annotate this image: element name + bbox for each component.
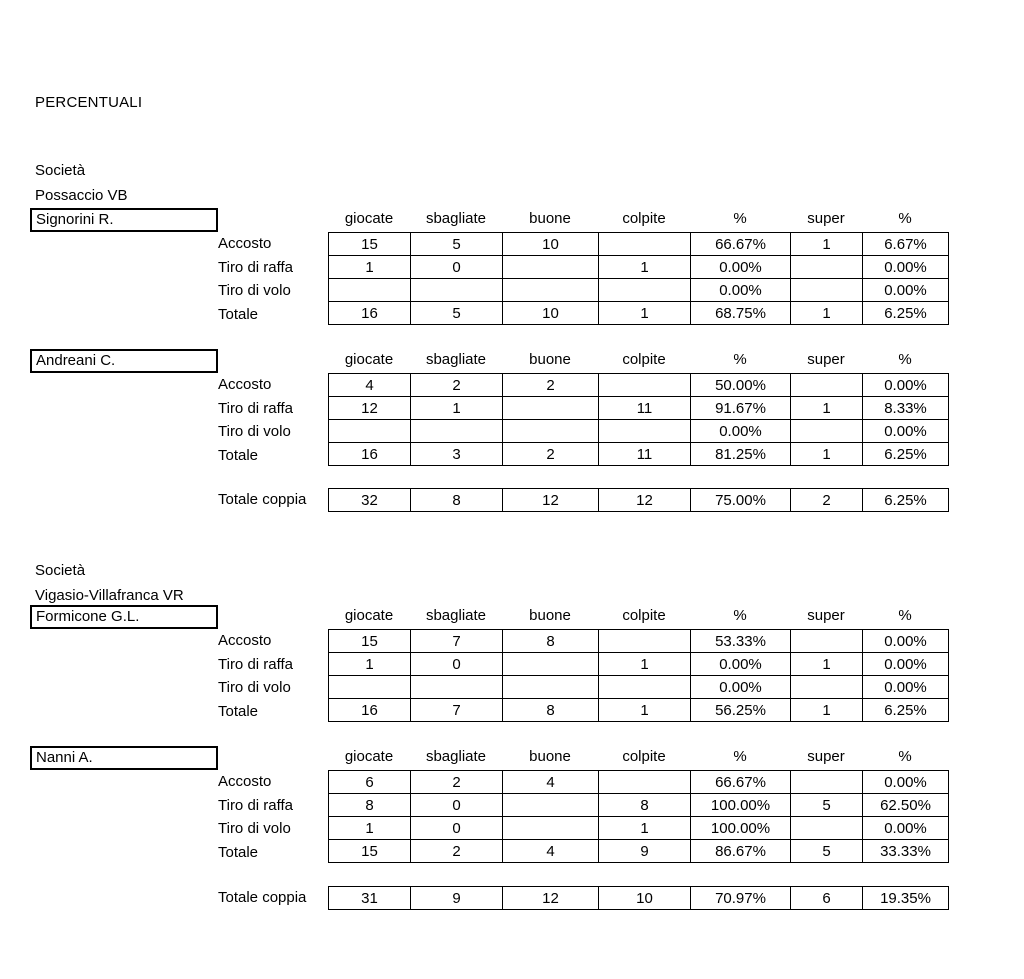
- stat-cell: [599, 676, 691, 699]
- stat-cell: 2: [411, 374, 503, 397]
- stat-cell: 1: [599, 817, 691, 840]
- stat-cell: [791, 771, 863, 794]
- stat-cell: 16: [329, 699, 411, 722]
- player-name-box: Formicone G.L.: [30, 605, 218, 629]
- stat-cell: 0.00%: [863, 653, 949, 676]
- stat-cell: 0.00%: [691, 279, 791, 302]
- stat-cell: [791, 676, 863, 699]
- totale-coppia-cell: 75.00%: [691, 489, 791, 512]
- stat-cell: [599, 630, 691, 653]
- totale-coppia-cell: 8: [411, 489, 503, 512]
- stat-table: [328, 488, 949, 512]
- stat-cell: 10: [503, 233, 599, 256]
- stat-cell: 5: [411, 233, 503, 256]
- column-header: %: [898, 351, 912, 368]
- stat-cell: 8: [503, 699, 599, 722]
- stat-cell: 1: [791, 653, 863, 676]
- totale-coppia-cell: 12: [503, 887, 599, 910]
- table-row: [329, 489, 949, 512]
- column-header: colpite: [622, 607, 666, 624]
- stat-cell: 0.00%: [691, 676, 791, 699]
- player-name-box: Nanni A.: [30, 746, 218, 770]
- stat-cell: 16: [329, 443, 411, 466]
- stat-cell: [791, 256, 863, 279]
- column-header: giocate: [344, 210, 394, 227]
- stat-cell: [791, 630, 863, 653]
- stat-cell: 1: [791, 397, 863, 420]
- stat-table: [328, 232, 949, 325]
- stat-cell: 86.67%: [691, 840, 791, 863]
- stat-cell: 0: [411, 817, 503, 840]
- stat-cell: 6: [329, 771, 411, 794]
- row-label: Tiro di raffa: [218, 796, 294, 814]
- stat-cell: 1: [791, 699, 863, 722]
- column-header: colpite: [622, 351, 666, 368]
- stat-cell: 15: [329, 840, 411, 863]
- stat-cell: 1: [599, 653, 691, 676]
- stat-cell: 6.25%: [863, 699, 949, 722]
- totale-coppia-cell: 9: [411, 887, 503, 910]
- stat-cell: 8: [329, 794, 411, 817]
- column-header: %: [898, 607, 912, 624]
- column-header: %: [898, 748, 912, 765]
- stat-cell: 81.25%: [691, 443, 791, 466]
- stat-cell: 0.00%: [863, 256, 949, 279]
- stat-cell: 11: [599, 443, 691, 466]
- stat-cell: [791, 420, 863, 443]
- totale-coppia-cell: 10: [599, 887, 691, 910]
- stat-cell: 0.00%: [863, 630, 949, 653]
- stat-cell: 6.67%: [863, 233, 949, 256]
- column-header: super: [807, 351, 845, 368]
- table-header-row: [328, 349, 948, 373]
- stat-cell: 0.00%: [863, 817, 949, 840]
- stat-cell: 0.00%: [863, 771, 949, 794]
- stat-cell: 5: [791, 794, 863, 817]
- stat-cell: 0.00%: [863, 374, 949, 397]
- table-row: [329, 676, 949, 699]
- stat-cell: 68.75%: [691, 302, 791, 325]
- row-label: Tiro di volo: [218, 423, 291, 441]
- stat-cell: [503, 397, 599, 420]
- stat-cell: 0: [411, 794, 503, 817]
- stat-cell: 6.25%: [863, 443, 949, 466]
- stat-cell: 4: [329, 374, 411, 397]
- society-name: Vigasio-Villafranca VR: [35, 587, 184, 604]
- table-row: [329, 840, 949, 863]
- table-row: [329, 887, 949, 910]
- totale-coppia-cell: 12: [599, 489, 691, 512]
- stat-cell: 12: [329, 397, 411, 420]
- stat-cell: 91.67%: [691, 397, 791, 420]
- stat-cell: 66.67%: [691, 771, 791, 794]
- totale-coppia-cell: 6: [791, 887, 863, 910]
- column-header: buone: [529, 210, 571, 227]
- table-row: [329, 233, 949, 256]
- stat-cell: 1: [791, 233, 863, 256]
- column-header: sbagliate: [425, 210, 487, 227]
- stat-cell: 15: [329, 630, 411, 653]
- stat-cell: 1: [599, 699, 691, 722]
- table-row: [329, 794, 949, 817]
- table-row: [329, 397, 949, 420]
- stat-cell: [411, 279, 503, 302]
- stat-cell: 1: [599, 256, 691, 279]
- table-header-row: [328, 746, 948, 770]
- stat-cell: 1: [329, 256, 411, 279]
- column-header: giocate: [344, 351, 394, 368]
- table-row: [329, 630, 949, 653]
- column-header: sbagliate: [425, 607, 487, 624]
- table-header-row: [328, 208, 948, 232]
- stat-cell: 4: [503, 840, 599, 863]
- stat-cell: 0.00%: [691, 653, 791, 676]
- stat-cell: 56.25%: [691, 699, 791, 722]
- stat-cell: 0.00%: [863, 279, 949, 302]
- stat-table: [328, 886, 949, 910]
- stat-cell: [329, 279, 411, 302]
- stat-cell: [503, 279, 599, 302]
- row-label: Tiro di raffa: [218, 258, 294, 276]
- column-header: buone: [529, 351, 571, 368]
- stat-cell: [599, 279, 691, 302]
- stat-cell: 0.00%: [863, 420, 949, 443]
- stat-cell: 5: [411, 302, 503, 325]
- stat-cell: 1: [411, 397, 503, 420]
- stat-cell: 0: [411, 256, 503, 279]
- totale-coppia-cell: 19.35%: [863, 887, 949, 910]
- player-name-box: Andreani C.: [30, 349, 218, 373]
- stat-cell: [503, 794, 599, 817]
- table-row: [329, 443, 949, 466]
- table-row: [329, 771, 949, 794]
- column-header: %: [733, 351, 747, 368]
- table-header-row: [328, 605, 948, 629]
- column-header: colpite: [622, 748, 666, 765]
- row-label: Tiro di raffa: [218, 655, 294, 673]
- stat-cell: 100.00%: [691, 794, 791, 817]
- column-header: %: [898, 210, 912, 227]
- row-label: Accosto: [218, 376, 272, 393]
- stat-cell: [599, 233, 691, 256]
- stat-cell: 2: [503, 374, 599, 397]
- totale-coppia-cell: 2: [791, 489, 863, 512]
- totale-coppia-cell: 12: [503, 489, 599, 512]
- stat-cell: 7: [411, 630, 503, 653]
- stat-cell: 7: [411, 699, 503, 722]
- stat-cell: 1: [791, 443, 863, 466]
- stat-cell: 53.33%: [691, 630, 791, 653]
- stat-cell: 8.33%: [863, 397, 949, 420]
- totale-coppia-cell: 32: [329, 489, 411, 512]
- column-header: super: [807, 748, 845, 765]
- society-name: Possaccio VB: [35, 187, 128, 204]
- column-header: %: [733, 210, 747, 227]
- stat-cell: 1: [599, 302, 691, 325]
- stat-cell: [791, 374, 863, 397]
- stat-cell: [503, 256, 599, 279]
- stat-cell: [503, 420, 599, 443]
- totale-coppia-cell: 31: [329, 887, 411, 910]
- column-header: buone: [529, 748, 571, 765]
- row-label: Accosto: [218, 773, 272, 790]
- stat-cell: 50.00%: [691, 374, 791, 397]
- row-label: Totale: [218, 702, 259, 720]
- society-label: Società: [35, 562, 86, 579]
- column-header: buone: [529, 607, 571, 624]
- row-label: Accosto: [218, 632, 272, 649]
- stat-cell: 9: [599, 840, 691, 863]
- row-label: Totale: [218, 446, 259, 464]
- stat-cell: [791, 279, 863, 302]
- column-header: super: [807, 607, 845, 624]
- stat-cell: 2: [411, 840, 503, 863]
- row-label: Totale: [218, 305, 259, 323]
- stat-cell: 2: [503, 443, 599, 466]
- stat-cell: [411, 420, 503, 443]
- stat-cell: 16: [329, 302, 411, 325]
- stat-cell: [599, 374, 691, 397]
- stat-cell: 4: [503, 771, 599, 794]
- row-label: Totale: [218, 843, 259, 861]
- column-header: %: [733, 748, 747, 765]
- column-header: giocate: [344, 607, 394, 624]
- society-label: Società: [35, 162, 86, 179]
- stat-cell: [503, 817, 599, 840]
- table-row: [329, 653, 949, 676]
- table-row: [329, 374, 949, 397]
- column-header: sbagliate: [425, 748, 487, 765]
- stat-cell: 11: [599, 397, 691, 420]
- stat-cell: 6.25%: [863, 302, 949, 325]
- totale-coppia-label: Totale coppia: [218, 491, 307, 508]
- stat-cell: 8: [503, 630, 599, 653]
- stat-cell: 66.67%: [691, 233, 791, 256]
- column-header: giocate: [344, 748, 394, 765]
- column-header: super: [807, 210, 845, 227]
- stat-cell: [791, 817, 863, 840]
- row-label: Tiro di volo: [218, 679, 291, 697]
- stat-cell: 2: [411, 771, 503, 794]
- stat-cell: [411, 676, 503, 699]
- stat-table: [328, 770, 949, 863]
- table-row: [329, 420, 949, 443]
- stat-cell: [599, 771, 691, 794]
- row-label: Tiro di volo: [218, 820, 291, 838]
- totale-coppia-cell: 6.25%: [863, 489, 949, 512]
- stat-cell: 3: [411, 443, 503, 466]
- stat-cell: 0.00%: [691, 420, 791, 443]
- stat-cell: 1: [329, 817, 411, 840]
- row-label: Tiro di raffa: [218, 399, 294, 417]
- stat-cell: 0: [411, 653, 503, 676]
- stat-cell: [503, 653, 599, 676]
- row-label: Tiro di volo: [218, 282, 291, 300]
- table-row: [329, 302, 949, 325]
- player-name-box: Signorini R.: [30, 208, 218, 232]
- stat-cell: 1: [329, 653, 411, 676]
- stat-cell: [503, 676, 599, 699]
- stat-table: [328, 629, 949, 722]
- column-header: sbagliate: [425, 351, 487, 368]
- stat-table: [328, 373, 949, 466]
- stat-cell: 8: [599, 794, 691, 817]
- stat-cell: 0.00%: [691, 256, 791, 279]
- stat-cell: [599, 420, 691, 443]
- stat-cell: 5: [791, 840, 863, 863]
- totale-coppia-label: Totale coppia: [218, 889, 307, 906]
- page-title: PERCENTUALI: [35, 94, 143, 111]
- stat-cell: 100.00%: [691, 817, 791, 840]
- table-row: [329, 256, 949, 279]
- column-header: colpite: [622, 210, 666, 227]
- totale-coppia-cell: 70.97%: [691, 887, 791, 910]
- column-header: %: [733, 607, 747, 624]
- stat-cell: [329, 420, 411, 443]
- stat-cell: 1: [791, 302, 863, 325]
- table-row: [329, 699, 949, 722]
- stat-cell: 0.00%: [863, 676, 949, 699]
- row-label: Accosto: [218, 235, 272, 252]
- stat-cell: 10: [503, 302, 599, 325]
- stat-cell: 62.50%: [863, 794, 949, 817]
- table-row: [329, 817, 949, 840]
- stat-cell: [329, 676, 411, 699]
- stat-cell: 33.33%: [863, 840, 949, 863]
- table-row: [329, 279, 949, 302]
- stat-cell: 15: [329, 233, 411, 256]
